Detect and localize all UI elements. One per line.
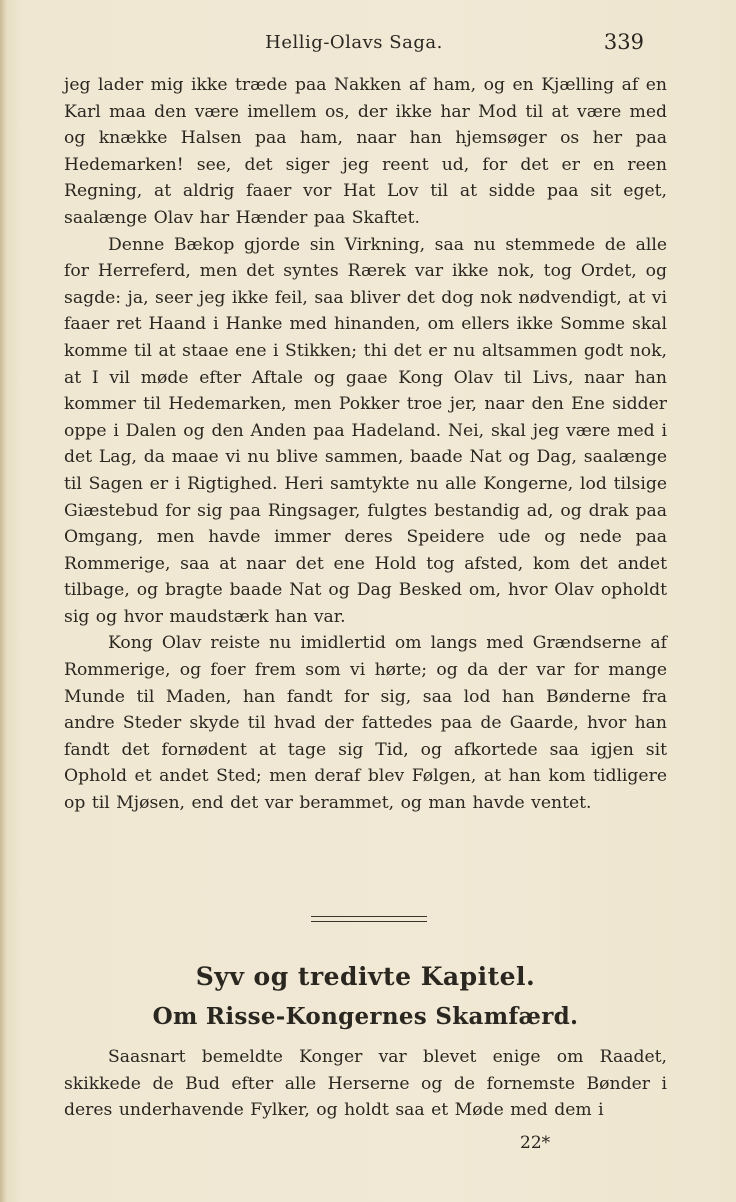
paragraph-3: Kong Olav reiste nu imidlertid om langs med Grændserne af Rommerige, og foer frem som vi hørte; og da der var for mange Munde til Maden, han fandt for sig, saa lod han Bønderne fra andre Steder skyde til hvad der fattedes paa de Gaarde, hvor han fandt det fornødent at tage sig Tid, og afkortede saa igjen sit Ophold et andet Sted; men deraf blev Følgen, at han kom tidligere op til Mjøsen, end det var berammet, og man havde ventet. xyxy=(64,633,667,814)
paragraph-1: jeg lader mig ikke træde paa Nakken af ham, og en Kjælling af en Karl maa den være imellem os, der ikke har Mod til at være med og knække Halsen paa ham, naar han hjemsøger os her paa Hedemarken! see, det siger jeg reent ud, for det er en reen Regning, at aldrig faaer vor Hat Lov til at sidde paa sit eget, saalænge Olav har Hænder paa Skaftet. xyxy=(64,75,667,228)
chapter-paragraph: Saasnart bemeldte Konger var blevet enige om Raadet, skikkede de Bud efter alle Herserne og de fornemste Bønder i deres underhavende Fylker, og holdt saa et Møde med dem i xyxy=(64,1047,667,1121)
chapter-subtitle: Om Risse-Kongernes Skamfærd. xyxy=(152,1003,579,1030)
page-number: 339 xyxy=(603,30,644,54)
page-spine-shadow xyxy=(0,0,6,1202)
chapter-title: Syv og tredivte Kapitel. xyxy=(195,962,536,991)
page-header xyxy=(64,30,644,60)
paragraph-2: Denne Bækop gjorde sin Virkning, saa nu stemmede de alle for Herreferd, men det syntes Rærek var ikke nok, tog Ordet, og sagde: ja, seer jeg ikke feil, saa bliver det dog nok nødvendigt, at vi faaer ret Haand i Hanke med hinanden, om ellers ikke Somme skal komme til at staae ene i Stikken; thi det er nu altsammen godt nok, at I vil møde efter Aftale og gaae Kong Olav til Livs, naar han kommer til Hedemarken, men Pokker troe jer, naar den Ene sidder oppe i Dalen og den Anden paa Hadeland. Nei, skal jeg være med i det Lag, da maae vi nu blive sammen, baade Nat og Dag, saalænge til Sagen er i Rigtighed. Heri samtykte nu alle Kongerne, lod tilsige Giæstebud for sig paa Ringsager, fulgtes bestandig ad, og drak paa Omgang, men havde immer deres Speidere ude og nede paa Rommerige, saa at naar det ene Hold tog afsted, kom det andet tilbage, og bragte baade Nat og Dag Besked om, hvor Olav opholdt sig og hvor maudstærk han var. xyxy=(64,234,667,627)
chapter-body-text xyxy=(64,1044,667,1124)
running-title: Hellig-Olavs Saga. xyxy=(265,32,443,53)
chapter-divider-top-rule xyxy=(311,916,427,917)
chapter-divider-bottom-rule xyxy=(311,921,427,922)
signature-mark: 22* xyxy=(520,1133,551,1153)
body-text xyxy=(64,72,667,817)
